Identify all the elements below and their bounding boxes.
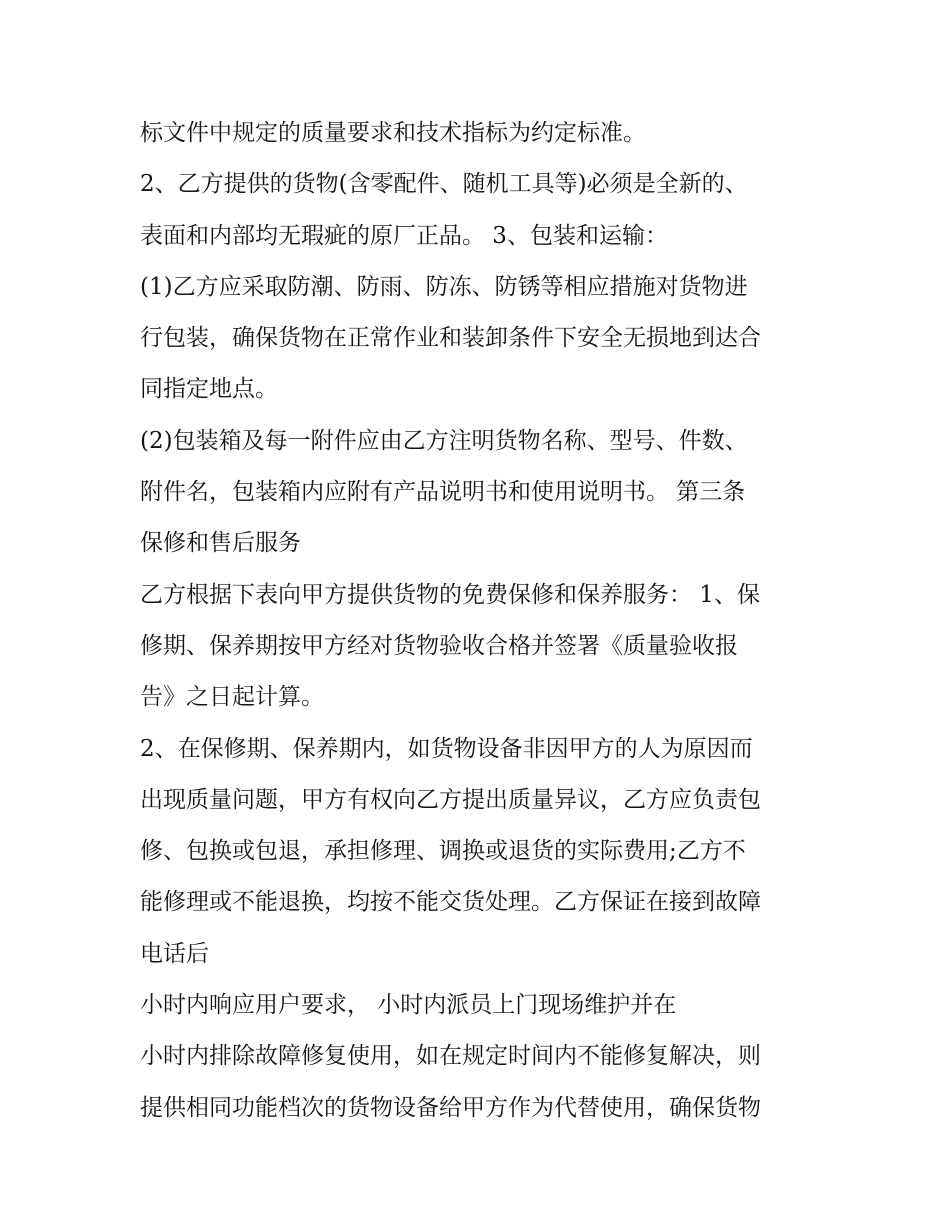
- text-line: 附件名，包装箱内应附有产品说明书和使用说明书。 第三条: [140, 479, 746, 506]
- text-line: 2、乙方提供的货物(含零配件、随机工具等)必须是全新的、: [140, 171, 748, 198]
- text-line: 小时内响应用户要求， 小时内派员上门现场维护并在: [140, 992, 677, 1019]
- text-line: 乙方根据下表向甲方提供货物的免费保修和保养服务： 1、保: [140, 581, 760, 608]
- text-line: 提供相同功能档次的货物设备给甲方作为代替使用，确保货物: [140, 1094, 761, 1121]
- text-line: 修期、保养期按甲方经对货物验收合格并签署《质量验收报: [140, 632, 738, 659]
- text-line: 表面和内部均无瑕疵的原厂正品。 3、包装和运输：: [140, 222, 668, 249]
- text-line: (2)包装箱及每一附件应由乙方注明货物名称、型号、件数、: [140, 427, 748, 454]
- text-line: 小时内排除故障修复使用，如在规定时间内不能修复解决，则: [140, 1043, 761, 1070]
- text-line: 告》之日起计算。: [140, 684, 324, 711]
- text-line: 同指定地点。: [140, 376, 278, 403]
- text-line: 2、在保修期、保养期内，如货物设备非因甲方的人为原因而: [140, 735, 753, 762]
- text-line: 标文件中规定的质量要求和技术指标为约定标准。: [140, 120, 646, 146]
- document-text-body: [140, 108, 820, 1134]
- text-line: 能修理或不能退换，均按不能交货处理。乙方保证在接到故障: [140, 889, 761, 916]
- text-line: 电话后: [140, 940, 209, 967]
- text-line: 保修和售后服务: [140, 530, 301, 557]
- text-line: 出现质量问题，甲方有权向乙方提出质量异议，乙方应负责包: [140, 786, 761, 813]
- text-line: 行包装，确保货物在正常作业和装卸条件下安全无损地到达合: [140, 325, 761, 352]
- text-line: (1)乙方应采取防潮、防雨、防冻、防锈等相应措施对货物进: [140, 273, 748, 300]
- text-line: 修、包换或包退，承担修理、调换或退货的实际费用;乙方不: [140, 838, 746, 865]
